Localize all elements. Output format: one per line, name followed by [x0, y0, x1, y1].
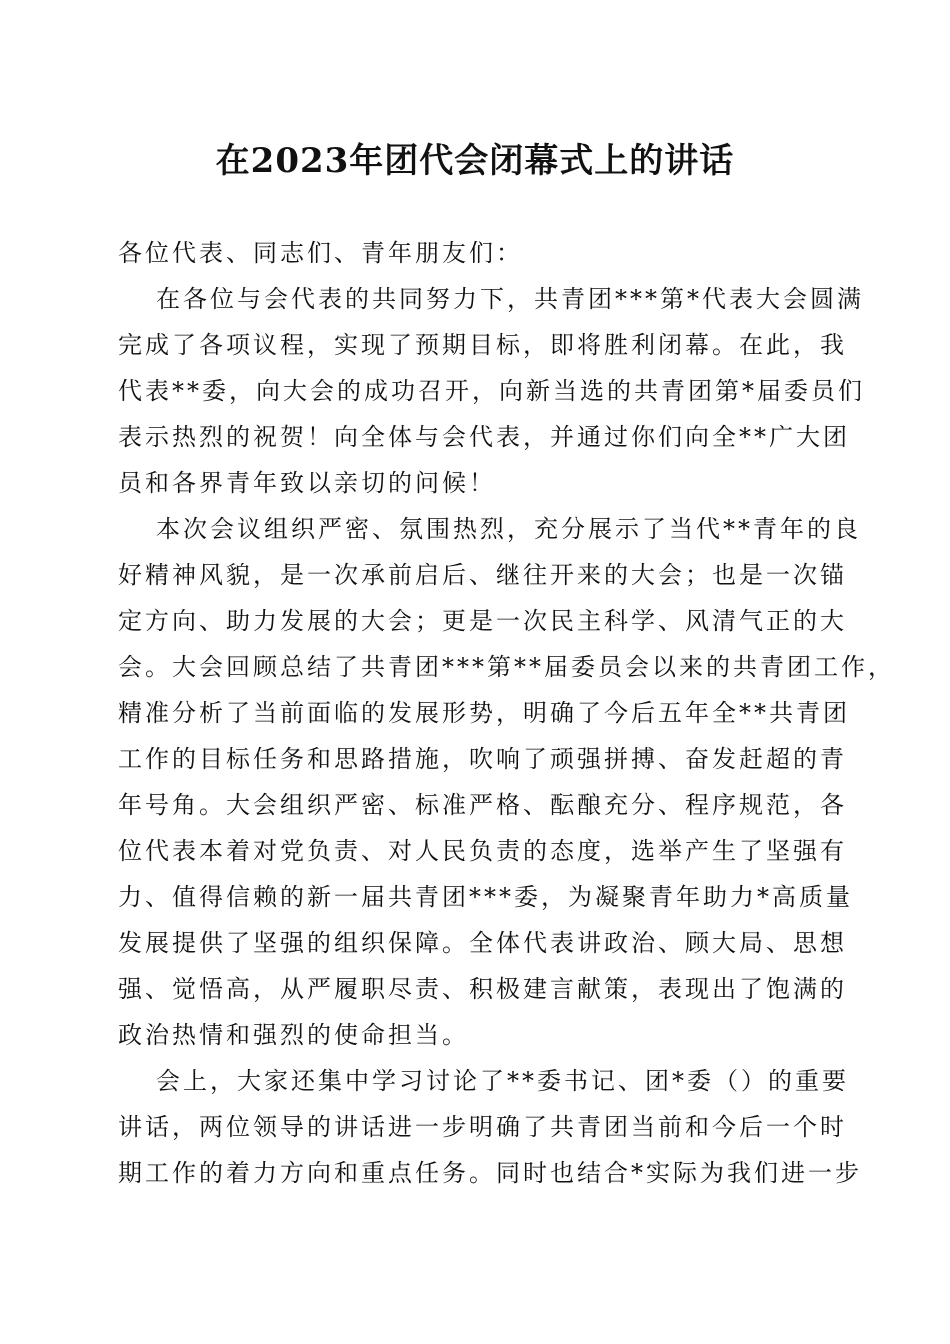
- paragraph-2-line: 年号角。大会组织严密、标准严格、酝酿充分、程序规范，各: [118, 791, 847, 819]
- paragraph-1-line: 员和各界青年致以亲切的问候！: [118, 469, 496, 497]
- paragraph-2-line: 政治热情和强烈的使命担当。: [118, 1021, 469, 1049]
- document-body: [118, 230, 895, 1196]
- paragraph-2-line: 定方向、助力发展的大会；更是一次民主科学、风清气正的大: [118, 607, 847, 635]
- paragraph-2-line: 会。大会回顾总结了共青团***第**届委员会以来的共青团工作，: [118, 653, 895, 681]
- paragraph-3-line: 讲话，两位领导的讲话进一步明确了共青团当前和今后一个时: [118, 1113, 847, 1141]
- paragraph-2-line: 力、值得信赖的新一届共青团***委，为凝聚青年助力*高质量: [118, 883, 853, 911]
- salutation: 各位代表、同志们、青年朋友们：: [118, 239, 523, 267]
- paragraph-1-line: 完成了各项议程，实现了预期目标，即将胜利闭幕。在此，我: [118, 331, 847, 359]
- paragraph-1-line: 在各位与会代表的共同努力下，共青团***第*代表大会圆满: [156, 285, 864, 313]
- paragraph-2-line: 本次会议组织严密、氛围热烈，充分展示了当代**青年的良: [156, 515, 861, 543]
- paragraph-2-line: 工作的目标任务和思路措施，吹响了顽强拼搏、奋发赶超的青: [118, 745, 847, 773]
- paragraph-3-line: 会上，大家还集中学习讨论了**委书记、团*委（）的重要: [156, 1067, 849, 1095]
- paragraph-1-line: 表示热烈的祝贺！向全体与会代表，并通过你们向全**广大团: [118, 423, 850, 451]
- paragraph-2-line: 强、觉悟高，从严履职尽责、积极建言献策，表现出了饱满的: [118, 975, 847, 1003]
- paragraph-2-line: 好精神风貌，是一次承前启后、继往开来的大会；也是一次锚: [118, 561, 847, 589]
- document-title: 在2023年团代会闭幕式上的讲话: [215, 141, 735, 181]
- paragraph-2-line: 发展提供了坚强的组织保障。全体代表讲政治、顾大局、思想: [118, 929, 847, 957]
- paragraph-3-line: 期工作的着力方向和重点任务。同时也结合*实际为我们进一步: [118, 1159, 862, 1187]
- paragraph-1-line: 代表**委，向大会的成功召开，向新当选的共青团第*届委员们: [118, 377, 865, 405]
- paragraph-2-line: 精准分析了当前面临的发展形势，明确了今后五年全**共青团: [118, 699, 850, 727]
- paragraph-2-line: 位代表本着对党负责、对人民负责的态度，选举产生了坚强有: [118, 837, 847, 865]
